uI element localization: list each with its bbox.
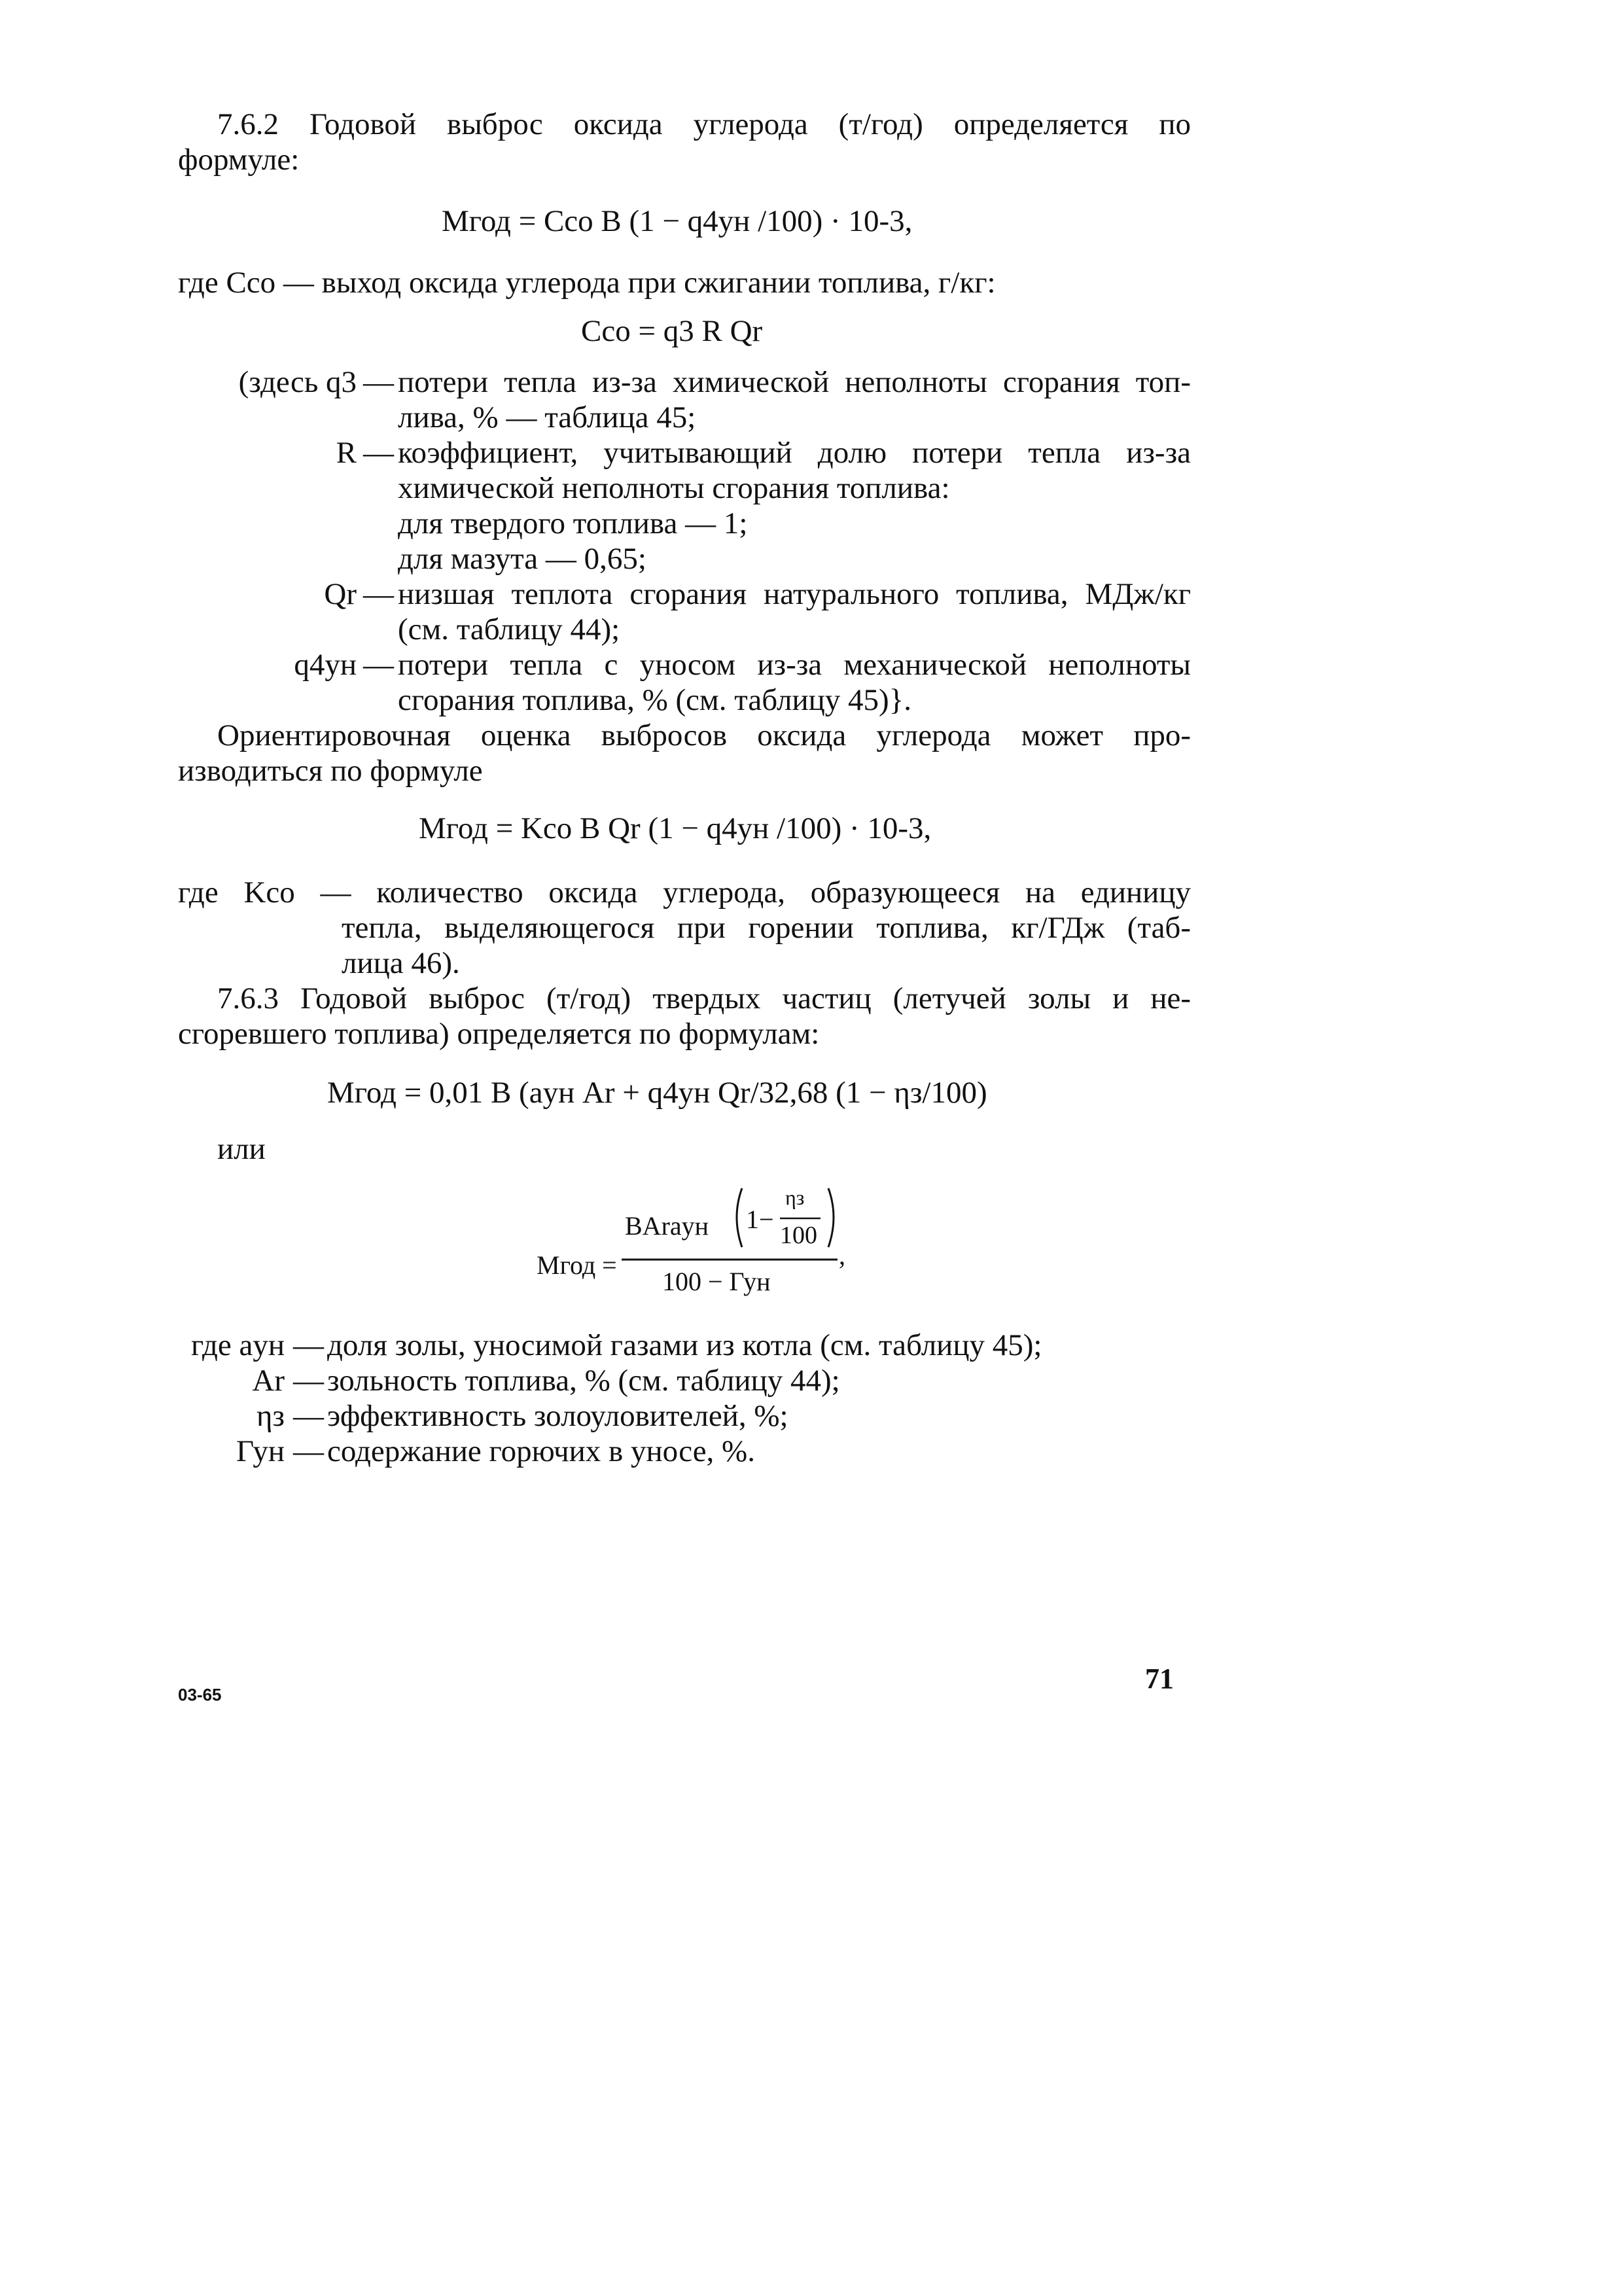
page-number: 71: [1145, 1663, 1174, 1695]
def-term: q4ун: [294, 648, 357, 682]
formula1-text: Мгод = Cсо В (1 − q4ун /100) · 10-3,: [442, 204, 913, 238]
def-text: химической неполноты сгорания топлива:: [398, 471, 950, 505]
def-text: лива, % — таблица 45;: [398, 400, 696, 434]
def-dash: —: [363, 648, 394, 682]
where-kco-line2: тепла, выделяющегося при горении топлива, кг/ГДж (таб-: [342, 911, 1191, 945]
formula-solid-particles-1: Мгод = 0,01 В (aун Ar + q4ун Qr/32,68 (1 − ηз/100): [327, 1076, 987, 1110]
formula5-fraction-bar: [622, 1258, 838, 1262]
def-text: для твердого топлива — 1;: [398, 506, 748, 540]
formula-co-annual: [442, 203, 912, 239]
def-term: R: [336, 436, 357, 470]
formula-co-estimate: Мгод = Kсо В Qr (1 − q4ун /100) · 10-3,: [419, 811, 932, 845]
def-dash: —: [293, 1364, 324, 1398]
section-7-6-3-line1: 7.6.3 Годовой выброс (т/год) твердых частиц (летучей золы и не-: [217, 981, 1191, 1016]
where-kco-line1: где Kсо — количество оксида углерода, образующееся на единицу: [178, 875, 1191, 910]
formula5-denominator: 100 − Гун: [662, 1267, 771, 1296]
def-term: где aун: [191, 1328, 285, 1362]
formula5-eta: ηз: [785, 1186, 805, 1209]
def-dash: —: [293, 1399, 324, 1433]
section-7-6-3-line2: сгоревшего топлива) определяется по формулам:: [178, 1017, 820, 1051]
def-text: (см. таблицу 44);: [398, 612, 620, 646]
def-dash: —: [363, 365, 394, 399]
estimate-line1: Ориентировочная оценка выбросов оксида углерода может про-: [217, 718, 1191, 752]
footer-code: 03-65: [178, 1685, 222, 1704]
def-text: потери тепла из-за химической неполноты сгорания топ-: [398, 365, 1191, 399]
def-text: для мазута — 0,65;: [398, 542, 646, 576]
def-term: ηз: [256, 1399, 285, 1433]
formula5-comma: ,: [839, 1241, 845, 1270]
def-text: эффективность золоуловителей, %;: [327, 1399, 788, 1433]
formula5-one-minus: 1−: [746, 1205, 774, 1234]
def-dash: —: [363, 436, 394, 470]
def-dash: —: [293, 1328, 324, 1362]
section-7-6-2-line2: формуле:: [178, 143, 300, 177]
def-term: Гун: [236, 1434, 285, 1468]
or-label: или: [217, 1132, 266, 1166]
section-7-6-2-line1: 7.6.2 Годовой выброс оксида углерода (т/год) определяется по: [217, 107, 1191, 141]
estimate-line2: изводиться по формуле: [178, 754, 483, 788]
where-kco-line3: лица 46).: [342, 946, 460, 980]
formula5-lhs: Mгод =: [537, 1250, 617, 1280]
def-term: Qr: [324, 577, 357, 611]
def-term: (здесь q3: [238, 365, 357, 399]
def-text: коэффициент, учитывающий долю потери тепла из-за: [398, 436, 1191, 470]
def-text: зольность топлива, % (см. таблицу 44);: [327, 1364, 840, 1398]
def-text: сгорания топлива, % (см. таблицу 45)}.: [398, 683, 911, 717]
formula5-numerator: BAraун: [625, 1211, 709, 1241]
formula-cco: Cсо = q3 R Qr: [581, 314, 763, 348]
def-text: низшая теплота сгорания натурального топлива, МДж/кг: [398, 577, 1191, 611]
def-text: потери тепла с уносом из-за механической неполноты: [398, 648, 1191, 682]
where-cco-line: где Cсо — выход оксида углерода при сжигании топлива, г/кг:: [178, 266, 996, 300]
def-text: доля золы, уносимой газами из котла (см. таблицу 45);: [327, 1328, 1042, 1362]
def-term: Ar: [252, 1364, 285, 1398]
formula5-hundred: 100: [780, 1222, 817, 1249]
def-dash: —: [363, 577, 394, 611]
def-text: содержание горючих в уносе, %.: [327, 1434, 755, 1468]
def-dash: —: [293, 1434, 324, 1468]
